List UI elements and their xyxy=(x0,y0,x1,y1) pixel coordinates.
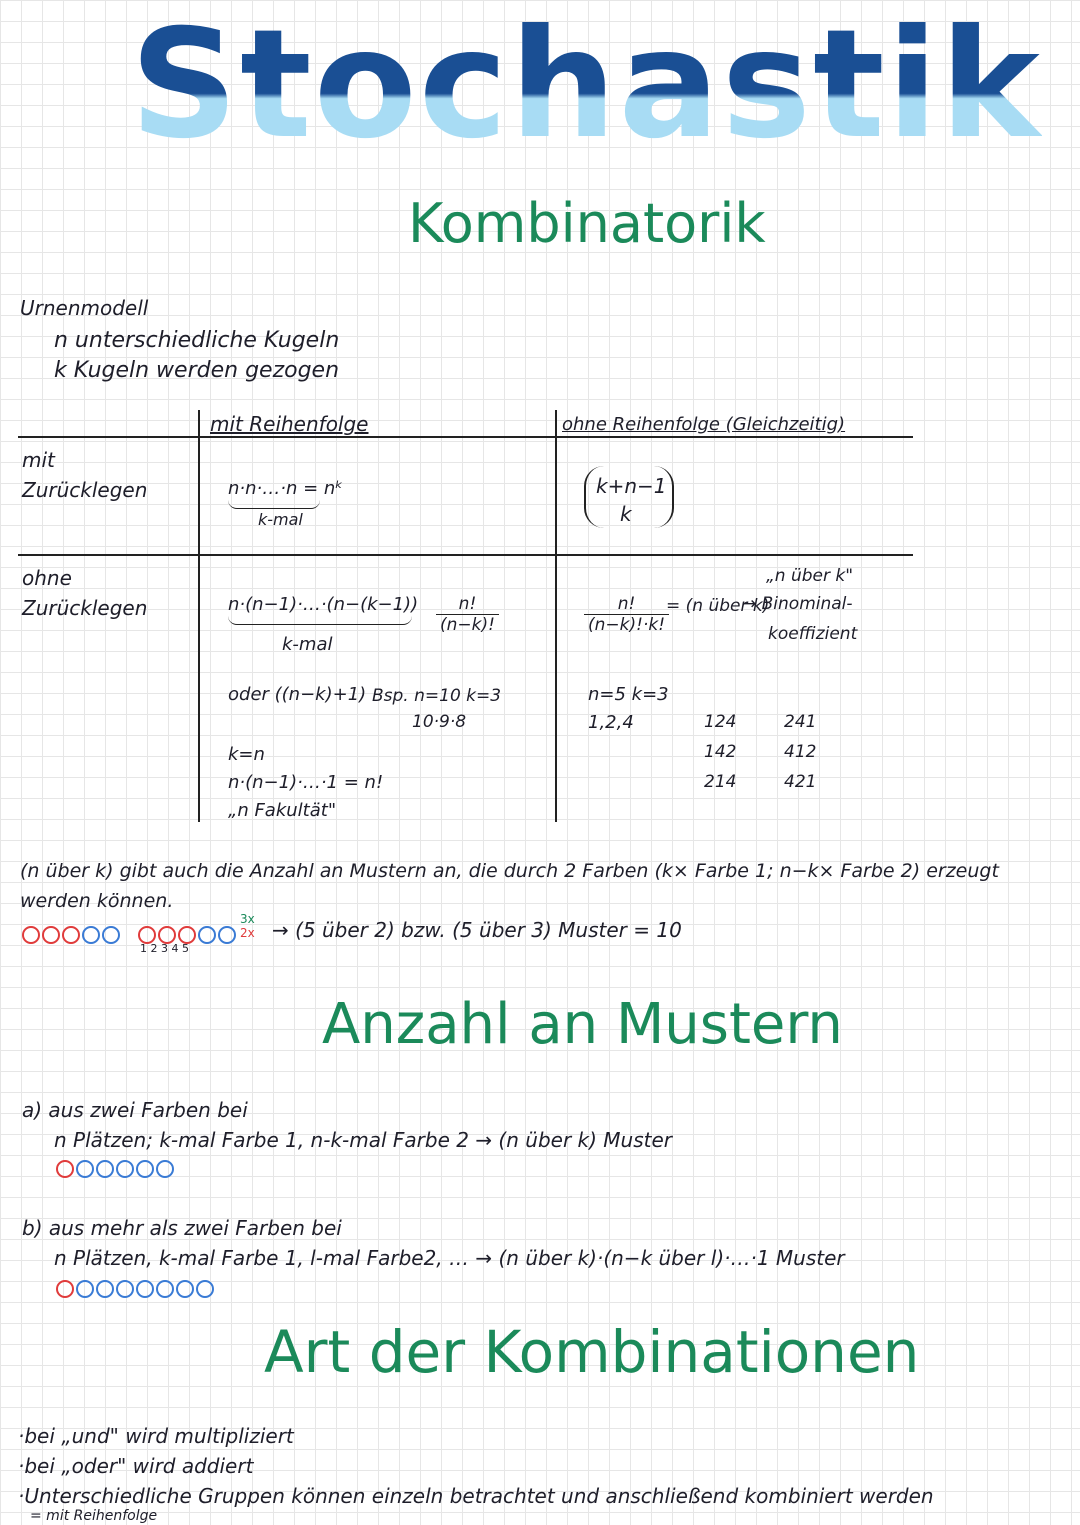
r2c1-oder: oder ((n−k)+1) xyxy=(228,684,367,705)
perm-col1-1: 142 xyxy=(704,742,737,762)
perm-col2-0: 241 xyxy=(784,712,817,732)
r2c1-fraction xyxy=(436,594,499,635)
urnmodel-line2: k Kugeln werden gezogen xyxy=(54,358,340,383)
r2c2-example: n=5 k=3 xyxy=(588,684,669,705)
section2-b-line2: n Plätzen, k-mal Farbe 1, l-mal Farbe2, … → (n über k)·(n−k über l)·…·1 Muster xyxy=(54,1246,845,1270)
perm-col1-0: 124 xyxy=(704,712,737,732)
pattern-result: → (5 über 2) bzw. (5 über 3) Muster = 10 xyxy=(272,918,682,942)
table-line-top xyxy=(18,436,913,438)
circle-icon xyxy=(116,1160,134,1178)
circle-icon xyxy=(76,1160,94,1178)
r1c2-binom-top: k+n−1 xyxy=(596,474,667,498)
mult-bottom: 2x xyxy=(240,926,255,940)
r2c1-bsp-value: 10·9·8 xyxy=(412,712,467,732)
circle-icon xyxy=(178,926,196,944)
r2c1-formula: n·(n−1)·…·(n−(k−1)) xyxy=(228,594,419,615)
circle-icon xyxy=(198,926,216,944)
circle-icon xyxy=(96,1160,114,1178)
r2c1-frac-num: n! xyxy=(436,594,499,615)
section2-b-line1: b) aus mehr als zwei Farben bei xyxy=(22,1216,342,1240)
circle-icon xyxy=(22,926,40,944)
section2-a-circles xyxy=(56,1158,176,1178)
r2c2-fraction xyxy=(584,594,669,635)
table-line-v1 xyxy=(198,410,200,822)
circle-icon xyxy=(138,926,156,944)
r2c1-brace-label: k-mal xyxy=(282,634,333,655)
circle-icon xyxy=(116,1280,134,1298)
pattern-circles-example1 xyxy=(22,924,122,944)
circle-icon xyxy=(96,1280,114,1298)
table-line-mid xyxy=(18,554,913,556)
circle-icon xyxy=(218,926,236,944)
r2c1-bsp: Bsp. n=10 k=3 xyxy=(372,686,502,706)
r2c1-brace xyxy=(228,616,412,625)
circle-icon xyxy=(176,1280,194,1298)
r1c1-formula: n·n·…·n = nᵏ xyxy=(228,478,343,499)
r1c2-binom-bottom: k xyxy=(620,502,632,526)
r2c1-factorial: n·(n−1)·…·1 = n! xyxy=(228,772,384,793)
section-mustern-heading: Anzahl an Mustern xyxy=(322,992,843,1057)
r2c1-frac-den: (n−k)! xyxy=(440,615,495,635)
r2c2-frac-num: n! xyxy=(584,594,669,615)
page-title: Stochastik xyxy=(130,0,1042,172)
r1c1-brace-label: k-mal xyxy=(258,510,303,529)
circle-icon xyxy=(156,1160,174,1178)
subtitle: Kombinatorik xyxy=(408,192,766,255)
section2-a-line1: a) aus zwei Farben bei xyxy=(22,1098,248,1122)
r2c2-triple: 1,2,4 xyxy=(588,712,634,733)
circle-icon xyxy=(196,1280,214,1298)
section3-bullet3: ·Unterschiedliche Gruppen können einzeln betrachtet und anschließend kombiniert werden xyxy=(18,1484,934,1508)
r1c1-brace xyxy=(228,500,320,509)
pattern-note-line2: werden können. xyxy=(20,890,174,912)
table-line-v2 xyxy=(555,410,557,822)
section3-bullet1: ·bei „und" wird multipliziert xyxy=(18,1424,294,1448)
r2c2-note3: koeffizient xyxy=(768,624,858,644)
section3-bullet2: ·bei „oder" wird addiert xyxy=(18,1454,254,1478)
circle-icon xyxy=(56,1160,74,1178)
circle-icon xyxy=(102,926,120,944)
table-col1-header: mit Reihenfolge xyxy=(210,412,369,436)
r2c1-factorial-name: „n Fakultät" xyxy=(228,800,337,821)
circle-icon xyxy=(76,1280,94,1298)
r2c2-note2: → Binominal- xyxy=(742,594,853,614)
circle-icon xyxy=(56,1280,74,1298)
perm-col2-1: 412 xyxy=(784,742,817,762)
section2-a-line2: n Plätzen; k-mal Farbe 1, n-k-mal Farbe 2 → (n über k) Muster xyxy=(54,1128,672,1152)
section3-bullet3-sub: = mit Reihenfolge xyxy=(30,1508,158,1524)
circle-icon xyxy=(156,1280,174,1298)
row2-label-a: ohne xyxy=(22,566,72,590)
pattern-note-line1: (n über k) gibt auch die Anzahl an Mustern an, die durch 2 Farben (k× Farbe 1; n−k× Farbe 2) erzeugt xyxy=(20,860,999,882)
pattern-circles-example2 xyxy=(138,924,238,944)
perm-col1-2: 214 xyxy=(704,772,737,792)
r2c2-binom: = (n über k) xyxy=(666,596,770,616)
section2-b-circles xyxy=(56,1278,216,1298)
circle-icon xyxy=(82,926,100,944)
table-col2-header: ohne Reihenfolge (Gleichzeitig) xyxy=(562,414,846,435)
section-kombinationen-heading: Art der Kombinationen xyxy=(264,1318,920,1386)
circle-icon xyxy=(136,1280,154,1298)
row1-label-a: mit xyxy=(22,448,55,472)
row1-label-b: Zurücklegen xyxy=(22,478,148,502)
urnmodel-line1: n unterschiedliche Kugeln xyxy=(54,328,340,353)
r2c1-k-eq-n: k=n xyxy=(228,744,265,765)
perm-col2-2: 421 xyxy=(784,772,817,792)
circle-icon xyxy=(158,926,176,944)
r2c2-note1: „n über k" xyxy=(766,566,854,586)
circle-icon xyxy=(62,926,80,944)
r2c2-frac-den: (n−k)!·k! xyxy=(588,615,666,635)
urnmodel-heading: Urnenmodell xyxy=(20,296,149,320)
row2-label-b: Zurücklegen xyxy=(22,596,148,620)
mult-top: 3x xyxy=(240,912,255,926)
circle-icon xyxy=(136,1160,154,1178)
pattern-digits: 1 2 3 4 5 xyxy=(140,942,189,955)
circle-icon xyxy=(42,926,60,944)
